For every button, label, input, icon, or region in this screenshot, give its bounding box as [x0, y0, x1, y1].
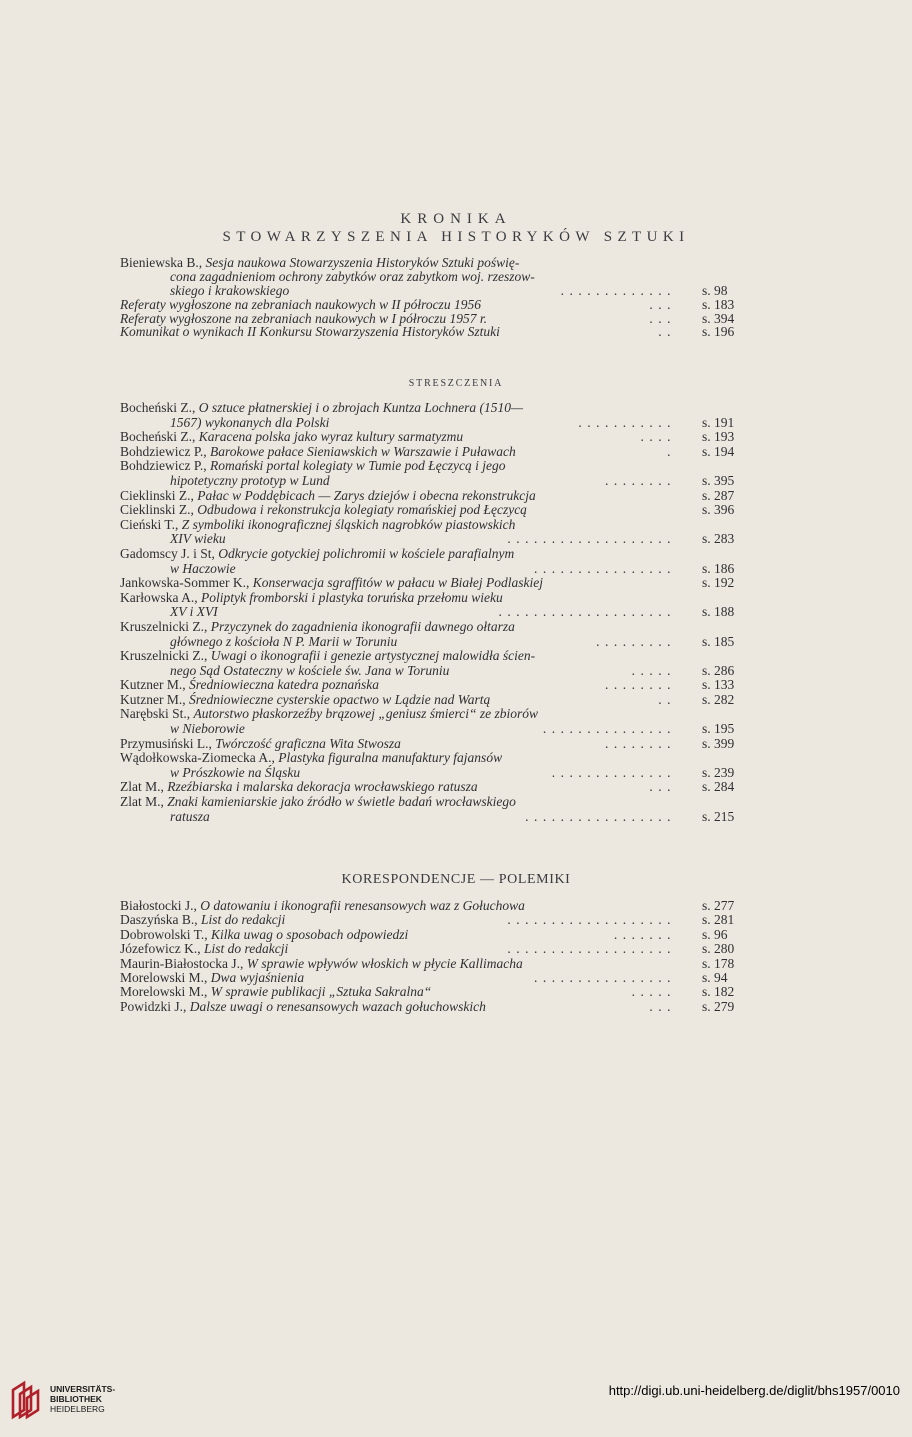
leader-dots: ................	[534, 560, 676, 576]
page-ref: s. 94	[702, 969, 728, 985]
entry-author: Kruszelnicki Z.,	[120, 648, 208, 664]
entry-title: W sprawie wpływów włoskich w płycie Kallimacha	[246, 955, 523, 971]
toc-entry-line	[120, 576, 748, 591]
toc-entry	[120, 401, 748, 430]
page-ref: s. 195	[702, 721, 735, 737]
toc-entry-line	[120, 312, 748, 326]
entry-author: Bocheński Z.,	[120, 429, 196, 445]
entry-author: Narębski St.,	[120, 706, 191, 722]
entry-author: Wądołkowska-Ziomecka A.,	[120, 750, 275, 766]
toc-entry-line	[120, 605, 748, 620]
toc-entry-line	[120, 649, 748, 664]
toc-entry-line	[120, 913, 748, 927]
entry-author: Cieklinski Z.,	[120, 502, 194, 518]
toc-entry-line	[120, 591, 748, 606]
toc-entry	[120, 649, 748, 678]
toc-entry	[120, 256, 748, 298]
toc-entry	[120, 780, 748, 795]
permalink-url[interactable]: http://digi.ub.uni-heidelberg.de/diglit/bhs1957/0010	[608, 1383, 900, 1398]
toc-entry-line	[120, 547, 748, 562]
toc-entry-line	[120, 532, 748, 547]
toc-entry-line	[120, 284, 748, 298]
toc-entry-line	[120, 430, 748, 445]
toc-entry-line	[120, 780, 748, 795]
page-ref: s. 98	[702, 282, 728, 298]
page-ref: s. 281	[702, 912, 735, 928]
page-ref: s. 399	[702, 735, 735, 751]
toc-entry-line	[120, 722, 748, 737]
toc-entry-line	[120, 985, 748, 999]
library-logo[interactable]	[10, 1380, 130, 1424]
kronika-list	[120, 256, 748, 339]
leader-dots: ...................	[507, 941, 676, 957]
page-ref: s. 178	[702, 955, 735, 971]
entry-author: Jankowska-Sommer K.,	[120, 575, 250, 591]
entry-title: List do redakcji	[201, 912, 286, 928]
library-name-line3: HEIDELBERG	[50, 1404, 105, 1414]
toc-entry	[120, 576, 748, 591]
toc-entry	[120, 325, 748, 339]
entry-author: Maurin-Białostocka J.,	[120, 955, 244, 971]
page-ref: s. 185	[702, 633, 735, 649]
entry-author: Gadomscy J. i St,	[120, 545, 215, 561]
leader-dots: ...................	[507, 531, 676, 547]
library-name	[50, 1384, 115, 1414]
entry-title: Romański portal kolegiaty w Tumie pod Łęczycą i jego	[210, 458, 506, 474]
entry-title: Dalsze uwagi o renesansowych wazach gołuchowskich	[189, 998, 486, 1014]
entry-title: Autorstwo płaskorzeźby brązowej „geniusz śmierci“ ze zbiorów	[193, 706, 539, 722]
toc-entry	[120, 678, 748, 693]
entry-title: Referaty wygłoszone na zebraniach naukowych w I półroczu 1957 r.	[120, 310, 487, 326]
toc-entry-line	[120, 957, 748, 971]
toc-entry-line	[120, 325, 748, 339]
entry-author: Kruszelnicki Z.,	[120, 618, 208, 634]
leader-dots: .	[667, 443, 676, 459]
toc-entry	[120, 489, 748, 504]
entry-title: ratusza	[170, 808, 210, 824]
toc-entry	[120, 518, 748, 547]
toc-entry-line	[120, 562, 748, 577]
entry-title: Odkrycie gotyckiej polichromii w kościele parafialnym	[218, 545, 515, 561]
entry-author: Józefowicz K.,	[120, 941, 201, 957]
toc-entry	[120, 1000, 748, 1014]
toc-entry	[120, 620, 748, 649]
entry-title: Twórczość graficzna Wita Stwosza	[215, 735, 401, 751]
entry-title: Konserwacja sgraffitów w pałacu w Białej Podlaskiej	[252, 575, 543, 591]
page-ref: s. 286	[702, 662, 735, 678]
toc-entry-line	[120, 899, 748, 913]
entry-title: Rzeźbiarska i malarska dekoracja wrocławskiego ratusza	[167, 779, 478, 795]
page-ref: s. 277	[702, 898, 735, 913]
page-ref: s. 193	[702, 429, 735, 445]
toc-entry	[120, 445, 748, 460]
entry-title: Kilka uwag o sposobach odpowiedzi	[211, 926, 409, 942]
leader-dots: ........	[605, 677, 676, 693]
leader-dots: ...................	[507, 912, 676, 928]
toc-entry	[120, 913, 748, 927]
toc-entry	[120, 985, 748, 999]
toc-entry	[120, 459, 748, 488]
toc-entry-line	[120, 416, 748, 431]
toc-entry-line	[120, 620, 748, 635]
toc-entry	[120, 942, 748, 956]
library-name-line1: UNIVERSITÄTS-	[50, 1384, 116, 1394]
leader-dots: ........	[605, 735, 676, 751]
entry-title: Plastyka figuralna manufaktury fajansów	[278, 750, 503, 766]
page-ref: s. 194	[702, 443, 735, 459]
page-ref: s. 96	[702, 926, 728, 942]
entry-author: Bohdziewicz P.,	[120, 458, 207, 474]
toc-entry	[120, 971, 748, 985]
toc-entry-line	[120, 298, 748, 312]
entry-title: nego Sąd Ostateczny w kościele św. Jana w Toruniu	[170, 662, 450, 678]
entry-title: W sprawie publikacji „Sztuka Sakralna“	[210, 984, 432, 1000]
entry-title: w Prószkowie na Śląsku	[170, 764, 301, 780]
entry-title: Sesja naukowa Stowarzyszenia Historyków Sztuki poświę-	[205, 255, 520, 270]
page-ref: s. 133	[702, 677, 735, 693]
page-ref: s. 182	[702, 984, 735, 1000]
library-emblem-icon	[10, 1380, 44, 1420]
toc-entry	[120, 795, 748, 824]
entry-title: skiego i krakowskiego	[170, 282, 290, 298]
entry-title: Średniowieczna katedra poznańska	[188, 677, 379, 693]
page-ref: s. 239	[702, 764, 735, 780]
toc-entry-line	[120, 971, 748, 985]
library-name-line2: BIBLIOTHEK	[50, 1394, 102, 1404]
entry-author: Zlat M.,	[120, 779, 164, 795]
entry-author: Bieniewska B.,	[120, 255, 203, 270]
toc-entry-line	[120, 401, 748, 416]
entry-title: Średniowieczne cysterskie opactwo w Lądzie nad Wartą	[188, 691, 491, 707]
entry-title: Uwagi o ikonografii i genezie artystycznej malowidła ścien-	[210, 648, 536, 664]
korespondencje-list	[120, 899, 748, 1014]
entry-title: w Nieborowie	[170, 721, 245, 737]
leader-dots: ...	[649, 779, 676, 795]
entry-title: XIV wieku	[170, 531, 226, 547]
toc-entry	[120, 503, 748, 518]
leader-dots: .........	[596, 633, 676, 649]
leader-dots: .............	[560, 282, 676, 298]
leader-dots: ...........	[578, 414, 676, 430]
toc-entry-line	[120, 664, 748, 679]
entry-author: Cieński T.,	[120, 516, 179, 532]
streszczenia-list	[120, 401, 748, 824]
entry-author: Powidzki J.,	[120, 998, 187, 1014]
toc-entry-line	[120, 503, 748, 518]
toc-entry-line	[120, 942, 748, 956]
section-title-korespondencje: KORESPONDENCJE — POLEMIKI	[341, 872, 571, 887]
page-ref: s. 279	[702, 998, 735, 1014]
page-ref: s. 284	[702, 779, 735, 795]
page-ref: s. 283	[702, 531, 735, 547]
entry-author: Dobrowolski T.,	[120, 926, 208, 942]
entry-author: Morelowski M.,	[120, 984, 208, 1000]
toc-entry-line	[120, 474, 748, 489]
entry-title: Pałac w Poddębicach — Zarys dziejów i obecna rekonstrukcja	[197, 487, 536, 503]
section-subtitle: STOWARZYSZENIA HISTORYKÓW SZTUKI	[222, 229, 690, 245]
entry-title: Referaty wygłoszone na zebraniach naukowych w II półroczu 1956	[120, 296, 481, 312]
toc-entry-line	[120, 693, 748, 708]
leader-dots: ........	[605, 472, 676, 488]
page-ref: s. 183	[702, 296, 735, 312]
entry-author: Bocheński Z.,	[120, 400, 196, 415]
toc-entry-line	[120, 751, 748, 766]
toc-entry-line	[120, 928, 748, 942]
page-ref: s. 282	[702, 691, 735, 707]
toc-entry-line	[120, 795, 748, 810]
entry-title: XV i XVI	[170, 604, 218, 620]
toc-entry-line	[120, 270, 748, 284]
toc-entry-line	[120, 678, 748, 693]
leader-dots: ...	[649, 296, 676, 312]
page-ref: s. 192	[702, 575, 735, 591]
toc-entry-line	[120, 737, 748, 752]
leader-dots: ...............	[542, 721, 676, 737]
entry-author: Daszyńska B.,	[120, 912, 198, 928]
toc-entry-line	[120, 518, 748, 533]
toc-entry-line	[120, 766, 748, 781]
leader-dots: ................	[534, 969, 676, 985]
entry-author: Karłowska A.,	[120, 589, 198, 605]
page-ref: s. 396	[702, 502, 735, 518]
entry-title: O datowaniu i ikonografii renesansowych waz z Gołuchowa	[200, 898, 525, 913]
toc-entry	[120, 737, 748, 752]
section-title-kronika: KRONIKA	[400, 211, 512, 227]
toc-entry	[120, 899, 748, 913]
entry-title: Poliptyk fromborski i plastyka toruńska przełomu wieku	[201, 589, 503, 605]
leader-dots: .....	[631, 984, 676, 1000]
toc-entry	[120, 957, 748, 971]
leader-dots: ...	[649, 310, 676, 326]
leader-dots: ..	[658, 324, 676, 340]
entry-author: Kutzner M.,	[120, 691, 186, 707]
entry-title: Z symboliki ikonograficznej śląskich nagrobków piastowskich	[181, 516, 516, 532]
toc-entry	[120, 430, 748, 445]
leader-dots: ....................	[498, 604, 676, 620]
entry-title: List do redakcji	[203, 941, 289, 957]
entry-title: głównego z kościoła N P. Marii w Toruniu	[170, 633, 398, 649]
section-title-streszczenia: STRESZCZENIA	[408, 378, 504, 389]
leader-dots: ....	[640, 429, 676, 445]
toc-entry-line	[120, 445, 748, 460]
page-ref: s. 394	[702, 310, 735, 326]
leader-dots: ..	[658, 691, 676, 707]
entry-title: Znaki kamieniarskie jako źródło w świetle badań wrocławskiego	[167, 794, 516, 810]
entry-title: Barokowe pałace Sieniawskich w Warszawie i Puławach	[210, 443, 516, 459]
entry-author: Morelowski M.,	[120, 969, 208, 985]
toc-entry-line	[120, 256, 748, 270]
toc-entry	[120, 693, 748, 708]
page-ref: s. 196	[702, 324, 735, 340]
entry-title: w Haczowie	[170, 560, 236, 576]
toc-entry	[120, 591, 748, 620]
entry-title: Komunikat o wynikach II Konkursu Stowarzyszenia Historyków Sztuki	[120, 324, 500, 340]
leader-dots: ...	[649, 998, 676, 1014]
leader-dots: .................	[525, 808, 676, 824]
entry-author: Bohdziewicz P.,	[120, 443, 207, 459]
toc-entry	[120, 751, 748, 780]
entry-author: Białostocki J.,	[120, 898, 197, 913]
leader-dots: .....	[631, 662, 676, 678]
entry-title: hipotetyczny prototyp w Lund	[170, 472, 330, 488]
toc-entry-line	[120, 810, 748, 825]
page-ref: s. 215	[702, 808, 735, 824]
entry-title: Karacena polska jako wyraz kultury sarmatyzmu	[198, 429, 464, 445]
page-ref: s. 395	[702, 472, 735, 488]
toc-entry	[120, 298, 748, 312]
toc-entry	[120, 928, 748, 942]
entry-title: cona zagadnieniom ochrony zabytków oraz zabytkom woj. rzeszow-	[170, 268, 535, 284]
page-ref: s. 287	[702, 487, 735, 503]
toc-entry-line	[120, 635, 748, 650]
page-ref: s. 188	[702, 604, 735, 620]
entry-author: Zlat M.,	[120, 794, 164, 810]
toc-entry-line	[120, 459, 748, 474]
toc-entry-line	[120, 1000, 748, 1014]
page-ref: s. 186	[702, 560, 735, 576]
toc-entry	[120, 707, 748, 736]
entry-title: Dwa wyjaśnienia	[210, 969, 305, 985]
toc-entry	[120, 312, 748, 326]
page-ref: s. 191	[702, 414, 735, 430]
toc-entry-line	[120, 707, 748, 722]
entry-author: Kutzner M.,	[120, 677, 186, 693]
entry-author: Przymusiński L.,	[120, 735, 212, 751]
page-ref: s. 280	[702, 941, 735, 957]
entry-title: 1567) wykonanych dla Polski	[170, 414, 330, 430]
leader-dots: ..............	[551, 764, 676, 780]
entry-title: Odbudowa i rekonstrukcja kolegiaty romańskiej pod Łęczycą	[197, 502, 527, 518]
toc-entry-line	[120, 489, 748, 504]
leader-dots: .......	[613, 926, 676, 942]
entry-title: Przyczynek do zagadnienia ikonografii dawnego ołtarza	[210, 618, 515, 634]
entry-title: O sztuce płatnerskiej i o zbrojach Kuntza Lochnera (1510—	[198, 400, 523, 415]
entry-author: Cieklinski Z.,	[120, 487, 194, 503]
toc-entry	[120, 547, 748, 576]
